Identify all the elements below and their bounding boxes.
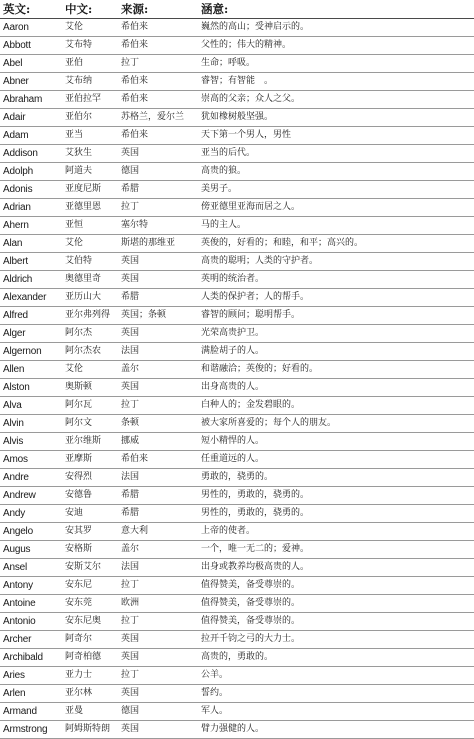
header-english: 英文: bbox=[0, 0, 62, 19]
meaning-cell: 一个，唯一无二的；爱神。 bbox=[198, 541, 474, 559]
origin-cell: 希伯来 bbox=[118, 73, 198, 91]
table-row bbox=[0, 505, 474, 523]
meaning-cell: 出身高贵的人。 bbox=[198, 379, 474, 397]
chinese-name-cell: 安东尼奥 bbox=[62, 613, 118, 631]
chinese-name-cell: 安斯艾尔 bbox=[62, 559, 118, 577]
english-name-cell: Aldrich bbox=[0, 271, 62, 289]
origin-cell: 希伯来 bbox=[118, 19, 198, 37]
table-row bbox=[0, 613, 474, 631]
table-row bbox=[0, 199, 474, 217]
origin-cell: 拉丁 bbox=[118, 199, 198, 217]
meaning-cell: 值得赞美，备受尊崇的。 bbox=[198, 613, 474, 631]
table-row bbox=[0, 19, 474, 37]
english-name-cell: Alexander bbox=[0, 289, 62, 307]
english-name-cell: Alger bbox=[0, 325, 62, 343]
english-name-cell: Alan bbox=[0, 235, 62, 253]
english-name-cell: Angelo bbox=[0, 523, 62, 541]
english-name-cell: Abbott bbox=[0, 37, 62, 55]
english-name-cell: Albert bbox=[0, 253, 62, 271]
origin-cell: 德国 bbox=[118, 163, 198, 181]
origin-cell: 法国 bbox=[118, 559, 198, 577]
origin-cell: 盖尔 bbox=[118, 361, 198, 379]
chinese-name-cell: 亚伯拉罕 bbox=[62, 91, 118, 109]
english-name-cell: Adrian bbox=[0, 199, 62, 217]
table-row bbox=[0, 307, 474, 325]
origin-cell: 希腊 bbox=[118, 181, 198, 199]
meaning-cell: 光荣高贵护卫。 bbox=[198, 325, 474, 343]
table-row bbox=[0, 577, 474, 595]
english-name-cell: Andre bbox=[0, 469, 62, 487]
table-row bbox=[0, 559, 474, 577]
english-name-cell: Armand bbox=[0, 703, 62, 721]
meaning-cell: 高贵的，勇敢的。 bbox=[198, 649, 474, 667]
table-row bbox=[0, 415, 474, 433]
table-row bbox=[0, 541, 474, 559]
table-header bbox=[0, 0, 474, 19]
english-name-cell: Armstrong bbox=[0, 721, 62, 739]
table-row bbox=[0, 685, 474, 703]
origin-cell: 法国 bbox=[118, 343, 198, 361]
english-name-cell: Abel bbox=[0, 55, 62, 73]
chinese-name-cell: 安东莞 bbox=[62, 595, 118, 613]
origin-cell: 希腊 bbox=[118, 487, 198, 505]
origin-cell: 英国 bbox=[118, 649, 198, 667]
chinese-name-cell: 阿尔文 bbox=[62, 415, 118, 433]
table-row bbox=[0, 361, 474, 379]
table-row bbox=[0, 73, 474, 91]
meaning-cell: 值得赞美，备受尊崇的。 bbox=[198, 595, 474, 613]
origin-cell: 拉丁 bbox=[118, 397, 198, 415]
english-name-cell: Antony bbox=[0, 577, 62, 595]
meaning-cell: 高贵的狼。 bbox=[198, 163, 474, 181]
english-name-cell: Algernon bbox=[0, 343, 62, 361]
meaning-cell: 满脸胡子的人。 bbox=[198, 343, 474, 361]
chinese-name-cell: 奥斯顿 bbox=[62, 379, 118, 397]
chinese-name-cell: 阿奇柏德 bbox=[62, 649, 118, 667]
origin-cell: 希腊 bbox=[118, 289, 198, 307]
origin-cell: 英国 bbox=[118, 379, 198, 397]
meaning-cell: 誓约。 bbox=[198, 685, 474, 703]
meaning-cell: 和谐融洽；英俊的；好看的。 bbox=[198, 361, 474, 379]
origin-cell: 希伯来 bbox=[118, 451, 198, 469]
meaning-cell: 军人。 bbox=[198, 703, 474, 721]
meaning-cell: 天下第一个男人，男性 bbox=[198, 127, 474, 145]
chinese-name-cell: 奥德里奇 bbox=[62, 271, 118, 289]
table-row bbox=[0, 379, 474, 397]
origin-cell: 希腊 bbox=[118, 505, 198, 523]
origin-cell: 英国 bbox=[118, 145, 198, 163]
chinese-name-cell: 艾伦 bbox=[62, 235, 118, 253]
chinese-name-cell: 亚尔弗列得 bbox=[62, 307, 118, 325]
table-row bbox=[0, 127, 474, 145]
meaning-cell: 被大家所喜爱的；每个人的朋友。 bbox=[198, 415, 474, 433]
meaning-cell: 男性的，勇敢的，骁勇的。 bbox=[198, 505, 474, 523]
meaning-cell: 美男子。 bbox=[198, 181, 474, 199]
origin-cell: 条顿 bbox=[118, 415, 198, 433]
origin-cell: 欧洲 bbox=[118, 595, 198, 613]
meaning-cell: 白种人的；金发碧眼的。 bbox=[198, 397, 474, 415]
meaning-cell: 勇敢的，骁勇的。 bbox=[198, 469, 474, 487]
origin-cell: 德国 bbox=[118, 703, 198, 721]
english-name-cell: Arlen bbox=[0, 685, 62, 703]
chinese-name-cell: 亚伯 bbox=[62, 55, 118, 73]
header-row bbox=[0, 0, 474, 19]
english-name-cell: Adonis bbox=[0, 181, 62, 199]
english-name-cell: Ansel bbox=[0, 559, 62, 577]
chinese-name-cell: 亚德里恩 bbox=[62, 199, 118, 217]
meaning-cell: 犹如橡树般坚强。 bbox=[198, 109, 474, 127]
table-row bbox=[0, 595, 474, 613]
origin-cell: 拉丁 bbox=[118, 613, 198, 631]
english-name-cell: Adolph bbox=[0, 163, 62, 181]
table-row bbox=[0, 451, 474, 469]
meaning-cell: 任重道远的人。 bbox=[198, 451, 474, 469]
meaning-cell: 男性的，勇敢的，骁勇的。 bbox=[198, 487, 474, 505]
table-row bbox=[0, 631, 474, 649]
english-name-cell: Allen bbox=[0, 361, 62, 379]
english-name-cell: Alvin bbox=[0, 415, 62, 433]
origin-cell: 塞尔特 bbox=[118, 217, 198, 235]
table-row bbox=[0, 217, 474, 235]
meaning-cell: 崇高的父亲；众人之父。 bbox=[198, 91, 474, 109]
meaning-cell: 生命；呼吸。 bbox=[198, 55, 474, 73]
chinese-name-cell: 亚度尼斯 bbox=[62, 181, 118, 199]
meaning-cell: 短小精悍的人。 bbox=[198, 433, 474, 451]
chinese-name-cell: 艾狄生 bbox=[62, 145, 118, 163]
header-chinese: 中文: bbox=[62, 0, 118, 19]
english-name-cell: Aaron bbox=[0, 19, 62, 37]
origin-cell: 英国 bbox=[118, 325, 198, 343]
origin-cell: 英国 bbox=[118, 253, 198, 271]
english-name-cell: Alston bbox=[0, 379, 62, 397]
table-row bbox=[0, 523, 474, 541]
english-name-cell: Alfred bbox=[0, 307, 62, 325]
english-name-cell: Archer bbox=[0, 631, 62, 649]
origin-cell: 拉丁 bbox=[118, 55, 198, 73]
table-row bbox=[0, 325, 474, 343]
origin-cell: 希伯来 bbox=[118, 37, 198, 55]
table-row bbox=[0, 55, 474, 73]
table-row bbox=[0, 289, 474, 307]
meaning-cell: 出身或教养均极高贵的人。 bbox=[198, 559, 474, 577]
origin-cell: 盖尔 bbox=[118, 541, 198, 559]
chinese-name-cell: 安东尼 bbox=[62, 577, 118, 595]
origin-cell: 拉丁 bbox=[118, 667, 198, 685]
chinese-name-cell: 亚历山大 bbox=[62, 289, 118, 307]
header-meaning: 涵意: bbox=[198, 0, 474, 19]
english-name-cell: Abraham bbox=[0, 91, 62, 109]
meaning-cell: 值得赞美，备受尊崇的。 bbox=[198, 577, 474, 595]
chinese-name-cell: 艾伦 bbox=[62, 19, 118, 37]
table-row bbox=[0, 487, 474, 505]
table-row bbox=[0, 253, 474, 271]
english-name-cell: Ahern bbox=[0, 217, 62, 235]
origin-cell: 意大利 bbox=[118, 523, 198, 541]
meaning-cell: 睿智；有智能 。 bbox=[198, 73, 474, 91]
meaning-cell: 马的主人。 bbox=[198, 217, 474, 235]
origin-cell: 英国 bbox=[118, 685, 198, 703]
chinese-name-cell: 亚力士 bbox=[62, 667, 118, 685]
english-name-cell: Aries bbox=[0, 667, 62, 685]
chinese-name-cell: 亚曼 bbox=[62, 703, 118, 721]
english-name-cell: Adair bbox=[0, 109, 62, 127]
chinese-name-cell: 艾布纳 bbox=[62, 73, 118, 91]
table-row bbox=[0, 163, 474, 181]
table-row bbox=[0, 703, 474, 721]
chinese-name-cell: 亚当 bbox=[62, 127, 118, 145]
english-name-cell: Andy bbox=[0, 505, 62, 523]
origin-cell: 苏格兰，爱尔兰 bbox=[118, 109, 198, 127]
origin-cell: 拉丁 bbox=[118, 577, 198, 595]
origin-cell: 挪威 bbox=[118, 433, 198, 451]
meaning-cell: 英俊的，好看的；和睦，和平；高兴的。 bbox=[198, 235, 474, 253]
meaning-cell: 臂力强健的人。 bbox=[198, 721, 474, 739]
meaning-cell: 亚当的后代。 bbox=[198, 145, 474, 163]
origin-cell: 英国 bbox=[118, 721, 198, 739]
meaning-cell: 英明的统治者。 bbox=[198, 271, 474, 289]
origin-cell: 斯堪的那维亚 bbox=[118, 235, 198, 253]
table-row bbox=[0, 91, 474, 109]
chinese-name-cell: 艾伯特 bbox=[62, 253, 118, 271]
chinese-name-cell: 亚摩斯 bbox=[62, 451, 118, 469]
table-row bbox=[0, 343, 474, 361]
meaning-cell: 睿智的顾问；聪明帮手。 bbox=[198, 307, 474, 325]
english-name-cell: Augus bbox=[0, 541, 62, 559]
chinese-name-cell: 阿尔杰 bbox=[62, 325, 118, 343]
origin-cell: 希伯来 bbox=[118, 127, 198, 145]
table-body bbox=[0, 19, 474, 739]
chinese-name-cell: 亚恒 bbox=[62, 217, 118, 235]
table-row bbox=[0, 721, 474, 739]
table-row bbox=[0, 649, 474, 667]
table-row bbox=[0, 667, 474, 685]
meaning-cell: 傍亚德里亚海而居之人。 bbox=[198, 199, 474, 217]
chinese-name-cell: 安其罗 bbox=[62, 523, 118, 541]
chinese-name-cell: 安格斯 bbox=[62, 541, 118, 559]
english-name-cell: Antoine bbox=[0, 595, 62, 613]
origin-cell: 法国 bbox=[118, 469, 198, 487]
origin-cell: 英国 bbox=[118, 271, 198, 289]
english-name-cell: Alvis bbox=[0, 433, 62, 451]
meaning-cell: 上帝的使者。 bbox=[198, 523, 474, 541]
english-name-cell: Addison bbox=[0, 145, 62, 163]
table-row bbox=[0, 433, 474, 451]
chinese-name-cell: 阿姆斯特朗 bbox=[62, 721, 118, 739]
chinese-name-cell: 安德鲁 bbox=[62, 487, 118, 505]
english-name-cell: Archibald bbox=[0, 649, 62, 667]
english-name-cell: Amos bbox=[0, 451, 62, 469]
english-name-cell: Andrew bbox=[0, 487, 62, 505]
origin-cell: 希伯来 bbox=[118, 91, 198, 109]
chinese-name-cell: 亚尔林 bbox=[62, 685, 118, 703]
chinese-name-cell: 阿尔杰农 bbox=[62, 343, 118, 361]
table-row bbox=[0, 109, 474, 127]
chinese-name-cell: 亚尔维斯 bbox=[62, 433, 118, 451]
origin-cell: 英国 bbox=[118, 631, 198, 649]
chinese-name-cell: 艾布特 bbox=[62, 37, 118, 55]
chinese-name-cell: 安得烈 bbox=[62, 469, 118, 487]
english-name-cell: Abner bbox=[0, 73, 62, 91]
english-name-cell: Adam bbox=[0, 127, 62, 145]
chinese-name-cell: 安迪 bbox=[62, 505, 118, 523]
table-row bbox=[0, 397, 474, 415]
origin-cell: 英国；条顿 bbox=[118, 307, 198, 325]
header-origin: 来源: bbox=[118, 0, 198, 19]
meaning-cell: 公羊。 bbox=[198, 667, 474, 685]
table-row bbox=[0, 469, 474, 487]
meaning-cell: 高贵的聪明；人类的守护者。 bbox=[198, 253, 474, 271]
meaning-cell: 父性的；伟大的精神。 bbox=[198, 37, 474, 55]
chinese-name-cell: 亚伯尔 bbox=[62, 109, 118, 127]
chinese-name-cell: 艾伦 bbox=[62, 361, 118, 379]
table-row bbox=[0, 145, 474, 163]
meaning-cell: 巍然的高山；受神启示的。 bbox=[198, 19, 474, 37]
chinese-name-cell: 阿尔瓦 bbox=[62, 397, 118, 415]
table-row bbox=[0, 235, 474, 253]
meaning-cell: 拉开千钧之弓的大力士。 bbox=[198, 631, 474, 649]
meaning-cell: 人类的保护者；人的帮手。 bbox=[198, 289, 474, 307]
english-name-cell: Antonio bbox=[0, 613, 62, 631]
table-row bbox=[0, 181, 474, 199]
chinese-name-cell: 阿奇尔 bbox=[62, 631, 118, 649]
english-name-cell: Alva bbox=[0, 397, 62, 415]
table-row bbox=[0, 37, 474, 55]
chinese-name-cell: 阿道夫 bbox=[62, 163, 118, 181]
table-row bbox=[0, 271, 474, 289]
